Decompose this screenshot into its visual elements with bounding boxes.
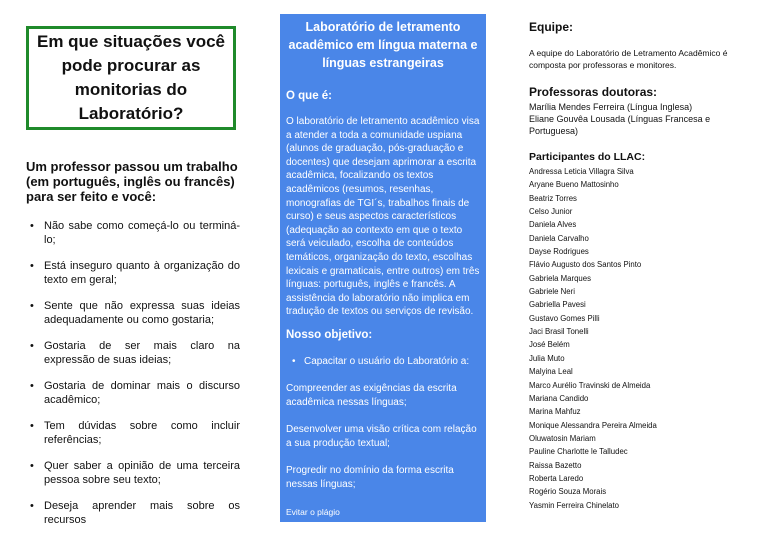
- list-item: • Sente que não expressa suas ideias adequadamente ou como gostaria;: [30, 300, 240, 327]
- intro-text: Um professor passou um trabalho (em português, inglês ou francês) para ser feito e você:: [26, 159, 238, 204]
- participants-heading: Participantes do LLAC:: [529, 151, 646, 163]
- participant-name: Marina Mahfuz: [529, 407, 581, 417]
- participant-name: Raissa Bazetto: [529, 460, 582, 470]
- objective-item: Progredir no domínio da forma escrita nessas línguas;: [286, 465, 454, 490]
- participant-name: Gabriella Pavesi: [529, 300, 586, 310]
- participant-name: Aryane Bueno Mattosinho: [529, 180, 619, 190]
- list-item: • Deseja aprender mais sobre os recursos: [30, 500, 240, 527]
- participant-name: Dayse Rodrigues: [529, 247, 589, 257]
- list-item: Marília Mendes Ferreira (Língua Inglesa): [529, 102, 693, 112]
- list-item: • Não sabe como começá-lo ou terminá-lo;: [30, 220, 240, 247]
- objective-item: Desenvolver uma visão crítica com relação a sua produção textual;: [286, 424, 477, 449]
- list-item: • Gostaria de dominar mais o discurso acadêmico;: [30, 380, 240, 407]
- objective-list: [286, 355, 480, 368]
- list-item: Eliane Gouvêa Lousada (Línguas Francesa e Portuguesa): [529, 114, 711, 136]
- participant-name: Yasmin Ferreira Chinelato: [529, 500, 619, 510]
- participant-name: Gabriela Marques: [529, 273, 591, 283]
- participant-name: Mariana Candido: [529, 393, 589, 403]
- participant-name: Daniela Alves: [529, 220, 577, 230]
- participant-name: Rogério Souza Morais: [529, 487, 607, 497]
- what-is-heading: O que é:: [286, 90, 333, 102]
- participant-name: Monique Alessandra Pereira Almeida: [529, 420, 657, 430]
- participant-name: Celso Junior: [529, 207, 573, 217]
- team-text: A equipe do Laboratório de Letramento Acadêmico é composta por professoras e monitores.: [529, 48, 728, 70]
- panel-footer: Evitar o plágio: [286, 507, 340, 517]
- list-item: • Quer saber a opinião de uma terceira pessoa sobre seu texto;: [30, 460, 240, 487]
- list-item: • Capacitar o usuário do Laboratório a:: [286, 355, 480, 368]
- participant-name: Gustavo Gomes Pilli: [529, 313, 600, 323]
- participant-name: Oluwatosin Mariam: [529, 433, 596, 443]
- professors-heading: Professoras doutoras:: [529, 85, 658, 99]
- participant-name: Malyina Leal: [529, 367, 573, 377]
- participant-name: Jaci Brasil Tonelli: [529, 327, 589, 337]
- professors-list: [529, 101, 749, 137]
- list-item: • Gostaria de ser mais claro na expressão de suas ideias;: [30, 340, 240, 367]
- participant-name: Andressa Leticia Villagra Silva: [529, 167, 634, 176]
- objective-heading: Nosso objetivo:: [286, 328, 373, 341]
- team-heading: Equipe:: [529, 20, 573, 34]
- lab-info-panel: [280, 14, 486, 522]
- list-item: • Está inseguro quanto à organização do texto em geral;: [30, 260, 240, 287]
- list-item: • Tem dúvidas sobre como incluir referências;: [30, 420, 240, 447]
- participant-name: Daniela Carvalho: [529, 233, 589, 243]
- question-box: [26, 26, 236, 130]
- participants-list: [529, 165, 749, 512]
- participant-name: Flávio Augusto dos Santos Pinto: [529, 260, 642, 270]
- participant-name: Julia Muto: [529, 353, 565, 363]
- participant-name: Gabriele Neri: [529, 287, 575, 297]
- participant-name: Marco Aurélio Travinski de Almeida: [529, 380, 651, 390]
- participant-name: Beatriz Torres: [529, 193, 577, 203]
- question-title: Em que situações você pode procurar as monitorias do Laboratório?: [36, 32, 226, 123]
- lab-description: O laboratório de letramento acadêmico visa a atender a toda a comunidade uspiana (alunos de graduação, pós-graduação e docentes) que desejam aprimorar a escrita acadêmica, focalizando os textos acadêmicos (resumos, resenhas, monografias de TGI´s, trabalhos finais de curso) e seus aspectos característicos (adequação ao contexto em que o texto será veiculado, escolha de conteúdos temáticos, organização do texto, escolhas lexicais e gramaticais, entre outros) em três línguas: português, inglês e francês. A assistência do laboratório não implica em tradução de textos ou serviços de revisão.: [286, 116, 480, 318]
- panel-title: Laboratório de letramento acadêmico em língua materna e línguas estrangeiras: [288, 20, 478, 70]
- objective-item: Compreender as exigências da escrita acadêmica nessas línguas;: [286, 382, 457, 408]
- situations-list: [30, 220, 240, 540]
- participant-name: Pauline Charlotte le Talludec: [529, 447, 628, 457]
- participant-name: José Belém: [529, 340, 570, 350]
- team-section: [529, 20, 749, 512]
- participant-name: Roberta Laredo: [529, 473, 584, 483]
